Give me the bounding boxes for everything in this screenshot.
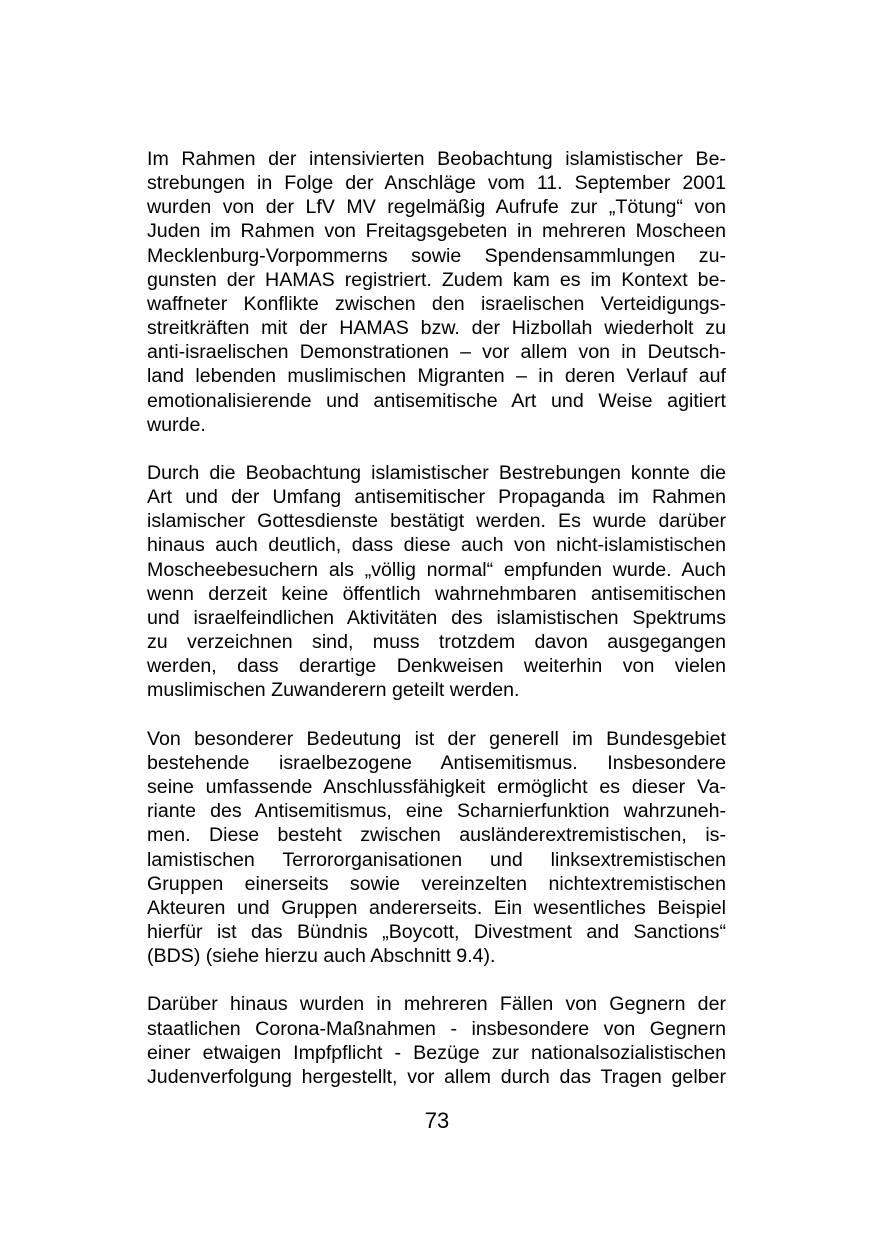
text-line: land lebenden muslimischen Migranten – in deren Verlauf auf — [147, 365, 726, 388]
text-line: anti-israelischen Demonstrationen – vor allem von in Deutsch- — [147, 341, 726, 364]
text-line: Durch die Beobachtung islamistischer Bestrebungen konnte die — [147, 462, 726, 485]
text-line: riante des Antisemitismus, eine Scharnierfunktion wahrzuneh- — [147, 800, 726, 823]
text-line: (BDS) (siehe hierzu auch Abschnitt 9.4). — [147, 945, 496, 968]
text-line: gunsten der HAMAS registriert. Zudem kam es im Kontext be- — [147, 268, 726, 291]
text-line: islamischer Gottesdienste bestätigt werden. Es wurde darüber — [147, 510, 726, 533]
text-line: strebungen in Folge der Anschläge vom 11. September 2001 — [147, 172, 726, 195]
paragraph-3 — [147, 727, 726, 969]
text-line: wurden von der LfV MV regelmäßig Aufrufe zur „Tötung“ von — [147, 196, 726, 219]
text-line: men. Diese besteht zwischen ausländerextremistischen, is- — [147, 824, 726, 847]
paragraph-1 — [147, 147, 726, 437]
text-line: waffneter Konflikte zwischen den israelischen Verteidigungs- — [147, 292, 726, 315]
text-line: Akteuren und Gruppen andererseits. Ein wesentliches Beispiel — [147, 896, 726, 919]
text-line: muslimischen Zuwanderern geteilt werden. — [147, 679, 520, 702]
text-line: wurde. — [147, 413, 206, 436]
text-line: Art und der Umfang antisemitischer Propaganda im Rahmen — [147, 486, 726, 509]
page-number: 73 — [424, 1108, 450, 1133]
text-line: lamistischen Terrororganisationen und linksextremistischen — [147, 848, 726, 871]
text-line: Von besonderer Bedeutung ist der generell im Bundesgebiet — [147, 727, 726, 750]
text-line: Judenverfolgung hergestellt, vor allem durch das Tragen gelber — [147, 1065, 726, 1088]
paragraph-2 — [147, 461, 726, 703]
text-line: Im Rahmen der intensivierten Beobachtung islamistischer Be- — [147, 148, 726, 170]
paragraph-spacer — [147, 968, 726, 992]
text-line: hinaus auch deutlich, dass diese auch von nicht-islamistischen — [147, 534, 726, 557]
text-line: werden, dass derartige Denkweisen weiterhin von vielen — [147, 655, 726, 678]
text-line: emotionalisierende und antisemitische Art und Weise agitiert — [147, 389, 726, 412]
text-line: Juden im Rahmen von Freitagsgebeten in mehreren Moscheen — [147, 220, 726, 243]
text-line: streitkräften mit der HAMAS bzw. der Hizbollah wiederholt zu — [147, 317, 726, 340]
text-line: hierfür ist das Bündnis „Boycott, Divestment and Sanctions“ — [147, 920, 726, 943]
text-line: Moscheebesuchern als „völlig normal“ empfunden wurde. Auch — [147, 558, 726, 581]
text-line: Gruppen einerseits sowie vereinzelten nichtextremistischen — [147, 872, 726, 895]
paragraph-spacer — [147, 703, 726, 727]
text-line: und israelfeindlichen Aktivitäten des islamistischen Spektrums — [147, 606, 726, 629]
paragraph-4 — [147, 992, 726, 1089]
text-line: Mecklenburg-Vorpommerns sowie Spendensammlungen zu- — [147, 244, 726, 267]
text-line: wenn derzeit keine öffentlich wahrnehmbaren antisemitischen — [147, 582, 726, 605]
text-line: Darüber hinaus wurden in mehreren Fällen von Gegnern der — [147, 993, 726, 1016]
text-line: staatlichen Corona-Maßnahmen - insbesondere von Gegnern — [147, 1017, 726, 1040]
text-line: seine umfassende Anschlussfähigkeit ermöglicht es dieser Va- — [147, 776, 726, 799]
page-body — [147, 147, 726, 1089]
text-line: zu verzeichnen sind, muss trotzdem davon ausgegangen — [147, 631, 726, 654]
text-line: bestehende israelbezogene Antisemitismus. Insbesondere — [147, 751, 726, 774]
text-line: einer etwaigen Impfpflicht - Bezüge zur nationalsozialistischen — [147, 1041, 726, 1064]
paragraph-spacer — [147, 437, 726, 461]
